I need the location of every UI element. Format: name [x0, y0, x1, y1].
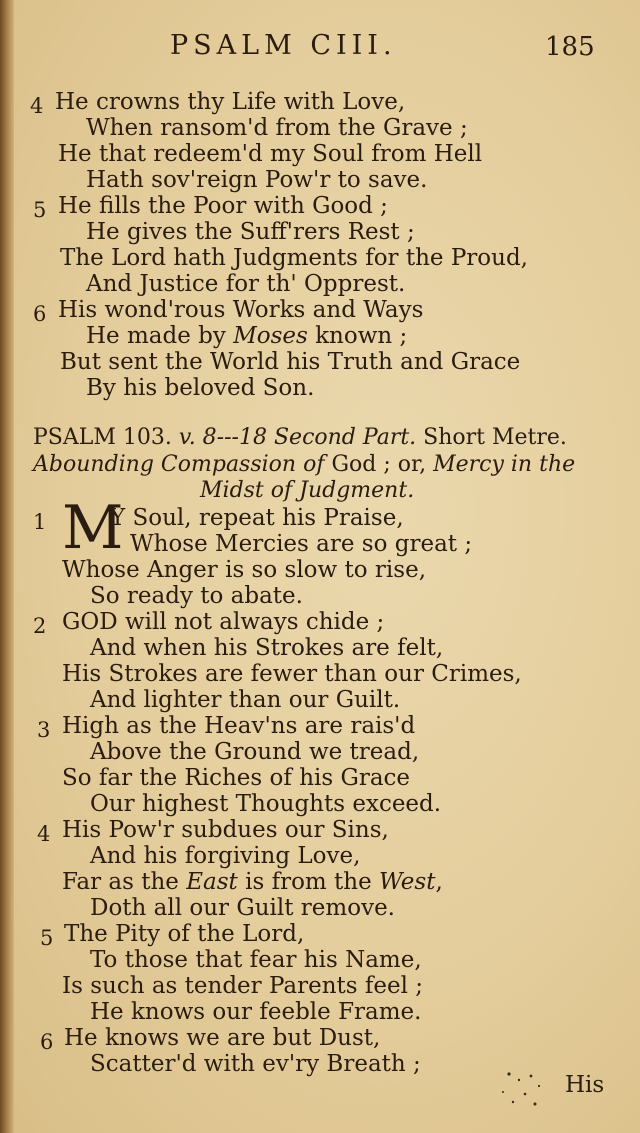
psalm-number: PSALM 103.	[33, 425, 172, 450]
verse-number: 2	[33, 614, 47, 638]
verse-number: 6	[33, 302, 47, 326]
page-header	[0, 30, 640, 66]
verse-line: And his forgiving Love,	[90, 843, 361, 869]
page-binding-edge	[0, 0, 14, 1133]
verse-number: 4	[30, 94, 44, 118]
verse-line: High as the Heav'ns are rais'd	[62, 713, 416, 739]
verse-line: Doth all our Guilt remove.	[90, 895, 395, 921]
verse-line: Y Soul, repeat his Praise,	[110, 505, 404, 531]
verse-line: Scatter'd with ev'ry Breath ;	[90, 1051, 421, 1077]
verse-line: He crowns thy Life with Love,	[55, 89, 406, 115]
verse-number: 5	[40, 926, 54, 950]
running-title: PSALM CIII.	[170, 30, 397, 61]
catchword: His	[565, 1072, 605, 1098]
verse-line: His Strokes are fewer than our Crimes,	[62, 661, 522, 687]
subtitle-roman: God ; or,	[324, 452, 434, 477]
verse-line: And when his Strokes are felt,	[90, 635, 444, 661]
verse-text: ,	[435, 869, 443, 895]
italic-word: East	[186, 869, 238, 895]
verse-number: 4	[37, 822, 51, 846]
verse-line: The Pity of the Lord,	[64, 921, 305, 947]
verse-line: Our highest Thoughts exceed.	[90, 791, 442, 817]
verse-line: So ready to abate.	[90, 583, 303, 609]
verse-line: He knows we are but Dust,	[64, 1025, 381, 1051]
verse-text: He made by	[86, 323, 234, 349]
metre-label: Short Metre.	[423, 425, 567, 450]
verse-line: Above the Ground we tread,	[90, 739, 420, 765]
verse-line: To those that fear his Name,	[90, 947, 422, 973]
verse-line: Whose Mercies are so great ;	[130, 531, 473, 557]
verse-line: He knows our feeble Frame.	[90, 999, 422, 1025]
verse-line	[62, 868, 443, 896]
verse-number: 5	[33, 198, 47, 222]
verse-line: He that redeem'd my Soul from Hell	[58, 141, 483, 167]
verse-line: His Pow'r subdues our Sins,	[62, 817, 389, 843]
verse-text: Far as the	[62, 869, 187, 895]
verse-line: He gives the Suff'rers Rest ;	[86, 219, 415, 245]
verse-line: Whose Anger is so slow to rise,	[62, 557, 427, 583]
verse-line: GOD will not always chide ;	[62, 609, 385, 635]
subtitle-italic: Mercy in the	[433, 452, 576, 477]
psalm-subtitle-cont: Midst of Judgment.	[200, 478, 415, 503]
verse-number: 3	[37, 718, 51, 742]
verse-line: By his beloved Son.	[86, 375, 315, 401]
verse-line: But sent the World his Truth and Grace	[60, 349, 521, 375]
verse-text: is from the	[237, 869, 380, 895]
verse-reference: v. 8---18	[178, 425, 267, 450]
italic-name: Moses	[233, 323, 308, 349]
page-number: 185	[545, 32, 595, 62]
verse-line: And Justice for th' Opprest.	[86, 271, 406, 297]
verse-line: He fills the Poor with Good ;	[58, 193, 388, 219]
drop-capital: M	[62, 493, 124, 563]
verse-number: 6	[40, 1030, 54, 1054]
verse-line: Is such as tender Parents feel ;	[62, 973, 424, 999]
psalm-heading	[33, 424, 567, 452]
verse-line: His wond'rous Works and Ways	[58, 297, 424, 323]
verse-line: The Lord hath Judgments for the Proud,	[60, 245, 528, 271]
psalm-subtitle	[33, 451, 575, 479]
verse-line: And lighter than our Guilt.	[90, 687, 401, 713]
verse-line: So far the Riches of his Grace	[62, 765, 411, 791]
verse-line	[86, 322, 407, 350]
verse-line: When ransom'd from the Grave ;	[86, 115, 468, 141]
verse-text: known ;	[307, 323, 408, 349]
ink-specks-decoration	[495, 1060, 565, 1120]
verse-number: 1	[33, 510, 47, 534]
subtitle-italic: Abounding Compassion of	[33, 452, 325, 477]
part-label: Second Part.	[273, 425, 417, 450]
verse-line: Hath sov'reign Pow'r to save.	[86, 167, 428, 193]
italic-word: West	[379, 869, 436, 895]
